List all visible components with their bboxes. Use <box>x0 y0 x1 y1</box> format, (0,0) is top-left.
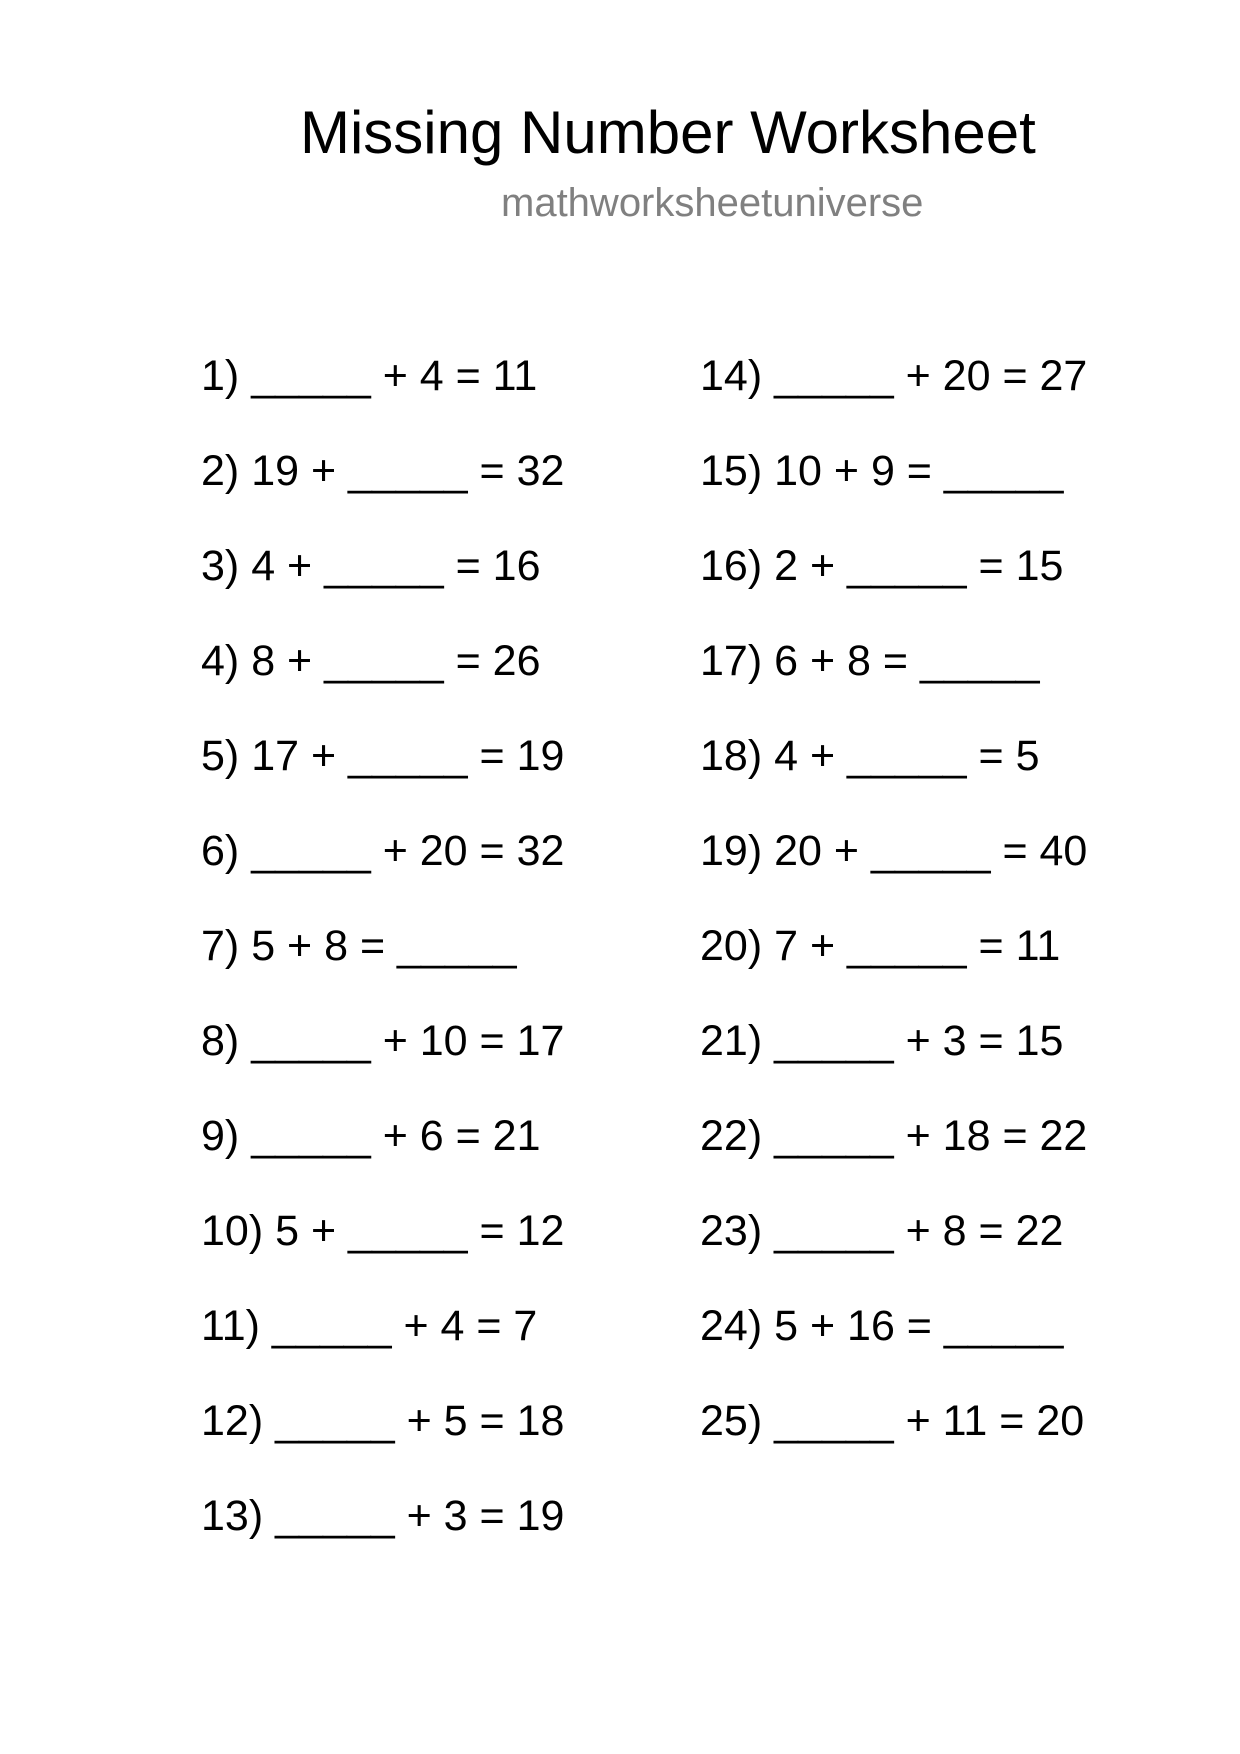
problem-item <box>201 633 564 728</box>
problem-item <box>700 823 1087 918</box>
problem-expression: _____ + 20 = 27 <box>774 352 1088 400</box>
problem-item <box>700 728 1087 823</box>
problem-item <box>700 1108 1087 1203</box>
problem-expression: 5 + _____ = 12 <box>275 1207 565 1255</box>
problem-item <box>201 443 564 538</box>
problems-column-right <box>700 348 1087 1488</box>
problem-number: 15) <box>700 447 763 495</box>
problem-number: 14) <box>700 352 763 400</box>
problem-number: 22) <box>700 1112 763 1160</box>
problem-number: 19) <box>700 827 763 875</box>
problem-item <box>700 1393 1087 1488</box>
problem-item <box>700 538 1087 633</box>
problem-item <box>700 1013 1087 1108</box>
problem-number: 16) <box>700 542 763 590</box>
problem-expression: _____ + 11 = 20 <box>774 1397 1085 1445</box>
problem-expression: 20 + _____ = 40 <box>774 827 1088 875</box>
problem-item <box>700 1203 1087 1298</box>
problem-number: 13) <box>201 1492 264 1540</box>
problem-item <box>201 728 564 823</box>
problem-expression: _____ + 3 = 15 <box>774 1017 1064 1065</box>
problem-number: 23) <box>700 1207 763 1255</box>
problem-number: 5) <box>201 732 240 780</box>
problem-expression: 10 + 9 = _____ <box>774 447 1064 495</box>
problem-number: 4) <box>201 637 240 685</box>
problem-expression: 7 + _____ = 11 <box>774 922 1061 970</box>
problem-number: 25) <box>700 1397 763 1445</box>
problem-expression: _____ + 4 = 7 <box>271 1302 538 1350</box>
problem-number: 17) <box>700 637 763 685</box>
problem-number: 11) <box>201 1302 260 1350</box>
problem-item <box>700 348 1087 443</box>
problem-item <box>201 823 564 918</box>
problem-number: 3) <box>201 542 240 590</box>
problem-expression: 4 + _____ = 5 <box>774 732 1040 780</box>
problem-item <box>700 918 1087 1013</box>
problem-item <box>201 1298 564 1393</box>
problem-item <box>201 1013 564 1108</box>
worksheet-title: Missing Number Worksheet <box>300 99 1036 166</box>
worksheet-source: mathworksheetuniverse <box>501 181 924 225</box>
problem-expression: 6 + 8 = _____ <box>774 637 1040 685</box>
problem-number: 20) <box>700 922 763 970</box>
problem-number: 12) <box>201 1397 264 1445</box>
problem-item <box>201 1108 564 1203</box>
problem-number: 6) <box>201 827 240 875</box>
problem-number: 18) <box>700 732 763 780</box>
problem-item <box>700 443 1087 538</box>
problem-number: 7) <box>201 922 240 970</box>
problem-expression: 8 + _____ = 26 <box>251 637 541 685</box>
problem-number: 10) <box>201 1207 264 1255</box>
problem-expression: _____ + 20 = 32 <box>251 827 565 875</box>
problem-expression: _____ + 18 = 22 <box>774 1112 1088 1160</box>
problem-expression: 4 + _____ = 16 <box>251 542 541 590</box>
problem-expression: _____ + 8 = 22 <box>774 1207 1064 1255</box>
problem-item <box>201 538 564 633</box>
problem-item <box>201 1203 564 1298</box>
problem-item <box>201 348 564 443</box>
problem-expression: 5 + 16 = _____ <box>774 1302 1064 1350</box>
problem-number: 9) <box>201 1112 240 1160</box>
problem-item <box>201 1393 564 1488</box>
problem-number: 24) <box>700 1302 763 1350</box>
problem-item <box>201 918 564 1013</box>
problem-expression: _____ + 10 = 17 <box>251 1017 565 1065</box>
problem-expression: 5 + 8 = _____ <box>251 922 517 970</box>
problem-item <box>201 1488 564 1583</box>
problem-expression: _____ + 5 = 18 <box>275 1397 565 1445</box>
problem-number: 8) <box>201 1017 240 1065</box>
problem-expression: 2 + _____ = 15 <box>774 542 1064 590</box>
problem-item <box>700 633 1087 728</box>
problem-expression: 17 + _____ = 19 <box>251 732 565 780</box>
problems-column-left <box>201 348 564 1583</box>
problem-number: 2) <box>201 447 240 495</box>
problem-number: 21) <box>700 1017 763 1065</box>
problem-expression: _____ + 3 = 19 <box>275 1492 565 1540</box>
problem-expression: 19 + _____ = 32 <box>251 447 565 495</box>
problem-number: 1) <box>201 352 240 400</box>
problem-expression: _____ + 4 = 11 <box>251 352 538 400</box>
problem-expression: _____ + 6 = 21 <box>251 1112 541 1160</box>
problem-item <box>700 1298 1087 1393</box>
